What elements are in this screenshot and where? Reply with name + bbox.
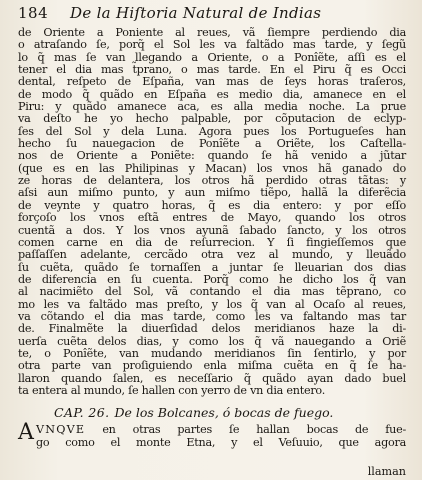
text-line: comen carne en dia de reſurrecion. Y ſi fingieſſemos que — [18, 235, 406, 249]
text-line: paſſaſſen adelante, cercãdo otra vez al mundo, y lleuãdo — [18, 248, 406, 262]
text-line: tener el dia mas t̃prano, o mas tarde. En el Piru q̃ es Occi — [18, 63, 406, 77]
text-line: o atraſando ſe, porq̃ el Sol les va faltãdo mas tarde, y ſegũ — [18, 38, 406, 52]
text-line — [18, 424, 406, 436]
text-line: cuentã a dos. Y los vnos ayunã ſabado ſancto, y los otros — [18, 223, 406, 237]
text-line: go como el monte Etna, y el Veſuuio, que agora — [36, 435, 406, 449]
page-header — [18, 4, 406, 26]
text-line: de diferencia en ſu cuenta. Porq̃ como he dicho los q̃ van — [18, 272, 406, 286]
text-line: hecho ſu nauegacion de Ponîẽte a Oriẽte, los Caſtella- — [18, 137, 406, 151]
text-line: lo q̃ mas ſe van llegando a Oriente, o a Ponîẽte, aſſi es el — [18, 50, 406, 64]
running-title: De la Hiſtoria Natural de Indias — [70, 4, 322, 22]
drop-cap: A — [18, 420, 34, 446]
catchword: llaman — [367, 465, 406, 478]
text-line: va deſto he yo hecho palpable, por cõputacion de eclyp- — [18, 112, 406, 126]
text-line: ſu cuẽta, quãdo ſe tornaſſen a juntar ſe lleuarian dos dias — [18, 260, 406, 274]
chapter-label: CAP. 26. — [54, 405, 110, 421]
text-line: aſsi aun miſmo punto, y aun miſmo tiẽpo, hallã la diferẽcia — [18, 186, 406, 200]
text-line: mo les va faltãdo mas preſto, y los q̃ van al Ocaſo al reues, — [18, 297, 406, 311]
text-line: ſes del Sol y dela Luna. Agora pues los Portugueſes han — [18, 124, 406, 138]
text-line: Piru: y quãdo amanece aca, es alla media noche. La prue — [18, 100, 406, 114]
paragraph-2 — [18, 420, 406, 449]
text-line: forçoſo los vnos eſtã entres de Mayo, quando los otros — [18, 211, 406, 225]
page-number: 184 — [18, 4, 49, 22]
initial-caps: VNQVE — [36, 423, 86, 437]
chapter-heading — [54, 405, 406, 420]
text-line: va cõtando el dia mas tarde, como les va faltando mas tar — [18, 309, 406, 323]
text-line: de modo q̃ quãdo en Eſpaña es medio dia, amanece en el — [18, 87, 406, 101]
text-line: de. Finalmẽte la diuerſidad delos meridianos haze la di- — [18, 322, 406, 336]
text-line: otra parte van proſiguiendo enla miſma cuẽta en q̃ ſe ha- — [18, 359, 406, 373]
text-line: de veynte y quatro horas, q̃ es dia entero: y por eſſo — [18, 198, 406, 212]
text-line: ta entera al mundo, ſe hallen con yerro de vn dia entero. — [18, 383, 326, 397]
text-line: nos de Oriente a Poniẽte: quando ſe hã venido a jũtar — [18, 149, 406, 163]
paragraph-1 — [18, 27, 406, 397]
text-line: al nacimiẽto del Sol, vã contando el dia mas tẽprano, co — [18, 285, 406, 299]
text-line: uerſa cuẽta delos dias, y como los q̃ vã nauegando a Oriẽ — [18, 334, 406, 348]
text-line: de Oriente a Poniente al reues, vã ſiempre perdiendo dia — [18, 26, 406, 39]
text-line: dental, reſpeto de Eſpaña, van mas de ſeys horas traſeros, — [18, 75, 406, 89]
text-line: (que es en las Philipinas y Macan) los vnos hã ganado do — [18, 161, 406, 175]
chapter-title: De los Bolcanes, ó bocas de fuego. — [114, 405, 334, 421]
text-line: te, o Ponîẽte, van mudando meridianos ſin ſentirlo, y por — [18, 346, 406, 360]
text-line: ze horas de delantera, los otros hã perdido otras tãtas: y — [18, 174, 406, 188]
text-line-rest: en otras partes ſe hallan bocas de fue- — [102, 423, 406, 437]
text-line: llaron quando ſalen, es neceſſario q̃ quãdo ayan dado buel — [18, 371, 406, 385]
